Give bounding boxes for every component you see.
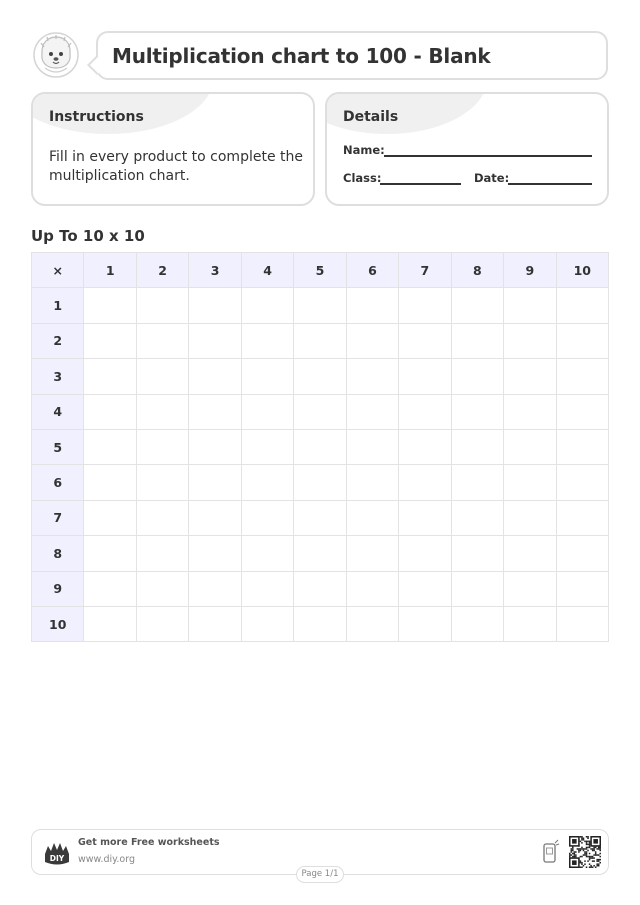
row-header: 4 <box>32 394 84 429</box>
answer-cell[interactable] <box>346 606 398 641</box>
answer-cell[interactable] <box>504 500 556 535</box>
answer-cell[interactable] <box>84 571 136 606</box>
column-header: 2 <box>136 253 188 288</box>
column-header: 3 <box>189 253 241 288</box>
answer-cell[interactable] <box>556 323 608 358</box>
name-label: Name: <box>343 143 385 157</box>
answer-cell[interactable] <box>399 359 451 394</box>
answer-cell[interactable] <box>399 288 451 323</box>
answer-cell[interactable] <box>346 394 398 429</box>
mascot-avatar-icon <box>31 32 81 78</box>
answer-cell[interactable] <box>136 465 188 500</box>
answer-cell[interactable] <box>84 465 136 500</box>
answer-cell[interactable] <box>189 571 241 606</box>
answer-cell[interactable] <box>241 571 293 606</box>
title-banner <box>96 31 608 80</box>
answer-cell[interactable] <box>241 465 293 500</box>
answer-cell[interactable] <box>451 359 503 394</box>
details-heading: Details <box>343 109 399 125</box>
answer-cell[interactable] <box>346 429 398 464</box>
answer-cell[interactable] <box>241 429 293 464</box>
answer-cell[interactable] <box>504 571 556 606</box>
answer-cell[interactable] <box>556 288 608 323</box>
answer-cell[interactable] <box>556 500 608 535</box>
row-header: 5 <box>32 429 84 464</box>
answer-cell[interactable] <box>399 500 451 535</box>
instructions-text: Fill in every product to complete the multiplication chart. <box>49 149 303 184</box>
section-title: Up To 10 x 10 <box>31 227 145 245</box>
answer-cell[interactable] <box>451 465 503 500</box>
answer-cell[interactable] <box>189 465 241 500</box>
answer-cell[interactable] <box>504 606 556 641</box>
answer-cell[interactable] <box>189 359 241 394</box>
answer-cell[interactable] <box>346 536 398 571</box>
page-number-badge: Page 1/1 <box>296 866 344 883</box>
table-row <box>32 536 609 571</box>
answer-cell[interactable] <box>504 323 556 358</box>
answer-cell[interactable] <box>241 536 293 571</box>
class-field[interactable] <box>380 183 461 185</box>
answer-cell[interactable] <box>451 323 503 358</box>
table-row <box>32 571 609 606</box>
answer-cell[interactable] <box>451 500 503 535</box>
answer-cell[interactable] <box>241 359 293 394</box>
name-field[interactable] <box>384 155 592 157</box>
answer-cell[interactable] <box>136 429 188 464</box>
corner-cell: × <box>32 253 84 288</box>
answer-cell[interactable] <box>346 288 398 323</box>
answer-cell[interactable] <box>241 606 293 641</box>
logo-text: DIY <box>49 854 65 863</box>
answer-cell[interactable] <box>399 465 451 500</box>
answer-cell[interactable] <box>189 606 241 641</box>
answer-cell[interactable] <box>189 323 241 358</box>
answer-cell[interactable] <box>556 606 608 641</box>
answer-cell[interactable] <box>399 536 451 571</box>
answer-cell[interactable] <box>556 536 608 571</box>
row-header: 7 <box>32 500 84 535</box>
answer-cell[interactable] <box>294 465 346 500</box>
row-header: 2 <box>32 323 84 358</box>
answer-cell[interactable] <box>84 500 136 535</box>
row-header: 1 <box>32 288 84 323</box>
answer-cell[interactable] <box>451 536 503 571</box>
table-row <box>32 288 609 323</box>
answer-cell[interactable] <box>84 288 136 323</box>
answer-cell[interactable] <box>556 465 608 500</box>
answer-cell[interactable] <box>241 394 293 429</box>
answer-cell[interactable] <box>136 571 188 606</box>
page-title: Multiplication chart to 100 - Blank <box>112 43 491 68</box>
answer-cell[interactable] <box>294 500 346 535</box>
answer-cell[interactable] <box>136 606 188 641</box>
answer-cell[interactable] <box>451 394 503 429</box>
answer-cell[interactable] <box>136 536 188 571</box>
answer-cell[interactable] <box>399 394 451 429</box>
answer-cell[interactable] <box>346 465 398 500</box>
answer-cell[interactable] <box>399 323 451 358</box>
answer-cell[interactable] <box>84 536 136 571</box>
table-row <box>32 394 609 429</box>
answer-cell[interactable] <box>84 429 136 464</box>
answer-cell[interactable] <box>504 288 556 323</box>
answer-cell[interactable] <box>346 571 398 606</box>
answer-cell[interactable] <box>294 394 346 429</box>
answer-cell[interactable] <box>136 288 188 323</box>
answer-cell[interactable] <box>189 394 241 429</box>
answer-cell[interactable] <box>84 323 136 358</box>
qr-code-icon[interactable] <box>569 836 601 868</box>
answer-cell[interactable] <box>189 288 241 323</box>
date-label: Date: <box>474 171 510 185</box>
footer-url[interactable]: www.diy.org <box>78 854 135 865</box>
answer-cell[interactable] <box>294 429 346 464</box>
answer-cell[interactable] <box>136 500 188 535</box>
answer-cell[interactable] <box>241 500 293 535</box>
answer-cell[interactable] <box>294 288 346 323</box>
column-header: 8 <box>451 253 503 288</box>
table-row <box>32 323 609 358</box>
answer-cell[interactable] <box>294 536 346 571</box>
table-row <box>32 606 609 641</box>
phone-scan-icon <box>542 839 560 865</box>
multiplication-table <box>31 252 609 642</box>
answer-cell[interactable] <box>504 536 556 571</box>
answer-cell[interactable] <box>556 394 608 429</box>
answer-cell[interactable] <box>451 288 503 323</box>
instructions-card <box>31 92 315 206</box>
column-header: 6 <box>346 253 398 288</box>
column-header: 5 <box>294 253 346 288</box>
answer-cell[interactable] <box>241 323 293 358</box>
table-row <box>32 500 609 535</box>
column-header: 7 <box>399 253 451 288</box>
answer-cell[interactable] <box>504 429 556 464</box>
answer-cell[interactable] <box>346 359 398 394</box>
row-header: 9 <box>32 571 84 606</box>
answer-cell[interactable] <box>556 571 608 606</box>
answer-cell[interactable] <box>556 429 608 464</box>
diy-logo-icon <box>43 840 71 866</box>
row-header: 3 <box>32 359 84 394</box>
footer-title: Get more Free worksheets <box>78 837 220 848</box>
column-header: 10 <box>556 253 608 288</box>
column-header: 4 <box>241 253 293 288</box>
header-row <box>32 253 609 288</box>
answer-cell[interactable] <box>189 536 241 571</box>
answer-cell[interactable] <box>451 571 503 606</box>
answer-cell[interactable] <box>399 571 451 606</box>
class-label: Class: <box>343 171 382 185</box>
answer-cell[interactable] <box>556 359 608 394</box>
answer-cell[interactable] <box>84 606 136 641</box>
table-row <box>32 429 609 464</box>
answer-cell[interactable] <box>399 429 451 464</box>
answer-cell[interactable] <box>84 359 136 394</box>
answer-cell[interactable] <box>346 323 398 358</box>
row-header: 6 <box>32 465 84 500</box>
answer-cell[interactable] <box>294 571 346 606</box>
date-field[interactable] <box>508 183 592 185</box>
answer-cell[interactable] <box>504 359 556 394</box>
answer-cell[interactable] <box>136 323 188 358</box>
row-header: 10 <box>32 606 84 641</box>
row-header: 8 <box>32 536 84 571</box>
answer-cell[interactable] <box>189 500 241 535</box>
answer-cell[interactable] <box>346 500 398 535</box>
answer-cell[interactable] <box>451 606 503 641</box>
column-header: 9 <box>504 253 556 288</box>
answer-cell[interactable] <box>294 606 346 641</box>
details-card <box>325 92 609 206</box>
answer-cell[interactable] <box>294 359 346 394</box>
answer-cell[interactable] <box>504 465 556 500</box>
answer-cell[interactable] <box>399 606 451 641</box>
answer-cell[interactable] <box>294 323 346 358</box>
answer-cell[interactable] <box>136 359 188 394</box>
column-header: 1 <box>84 253 136 288</box>
answer-cell[interactable] <box>189 429 241 464</box>
instructions-heading: Instructions <box>49 109 144 125</box>
answer-cell[interactable] <box>136 394 188 429</box>
answer-cell[interactable] <box>84 394 136 429</box>
table-row <box>32 465 609 500</box>
answer-cell[interactable] <box>451 429 503 464</box>
answer-cell[interactable] <box>504 394 556 429</box>
table-row <box>32 359 609 394</box>
answer-cell[interactable] <box>241 288 293 323</box>
